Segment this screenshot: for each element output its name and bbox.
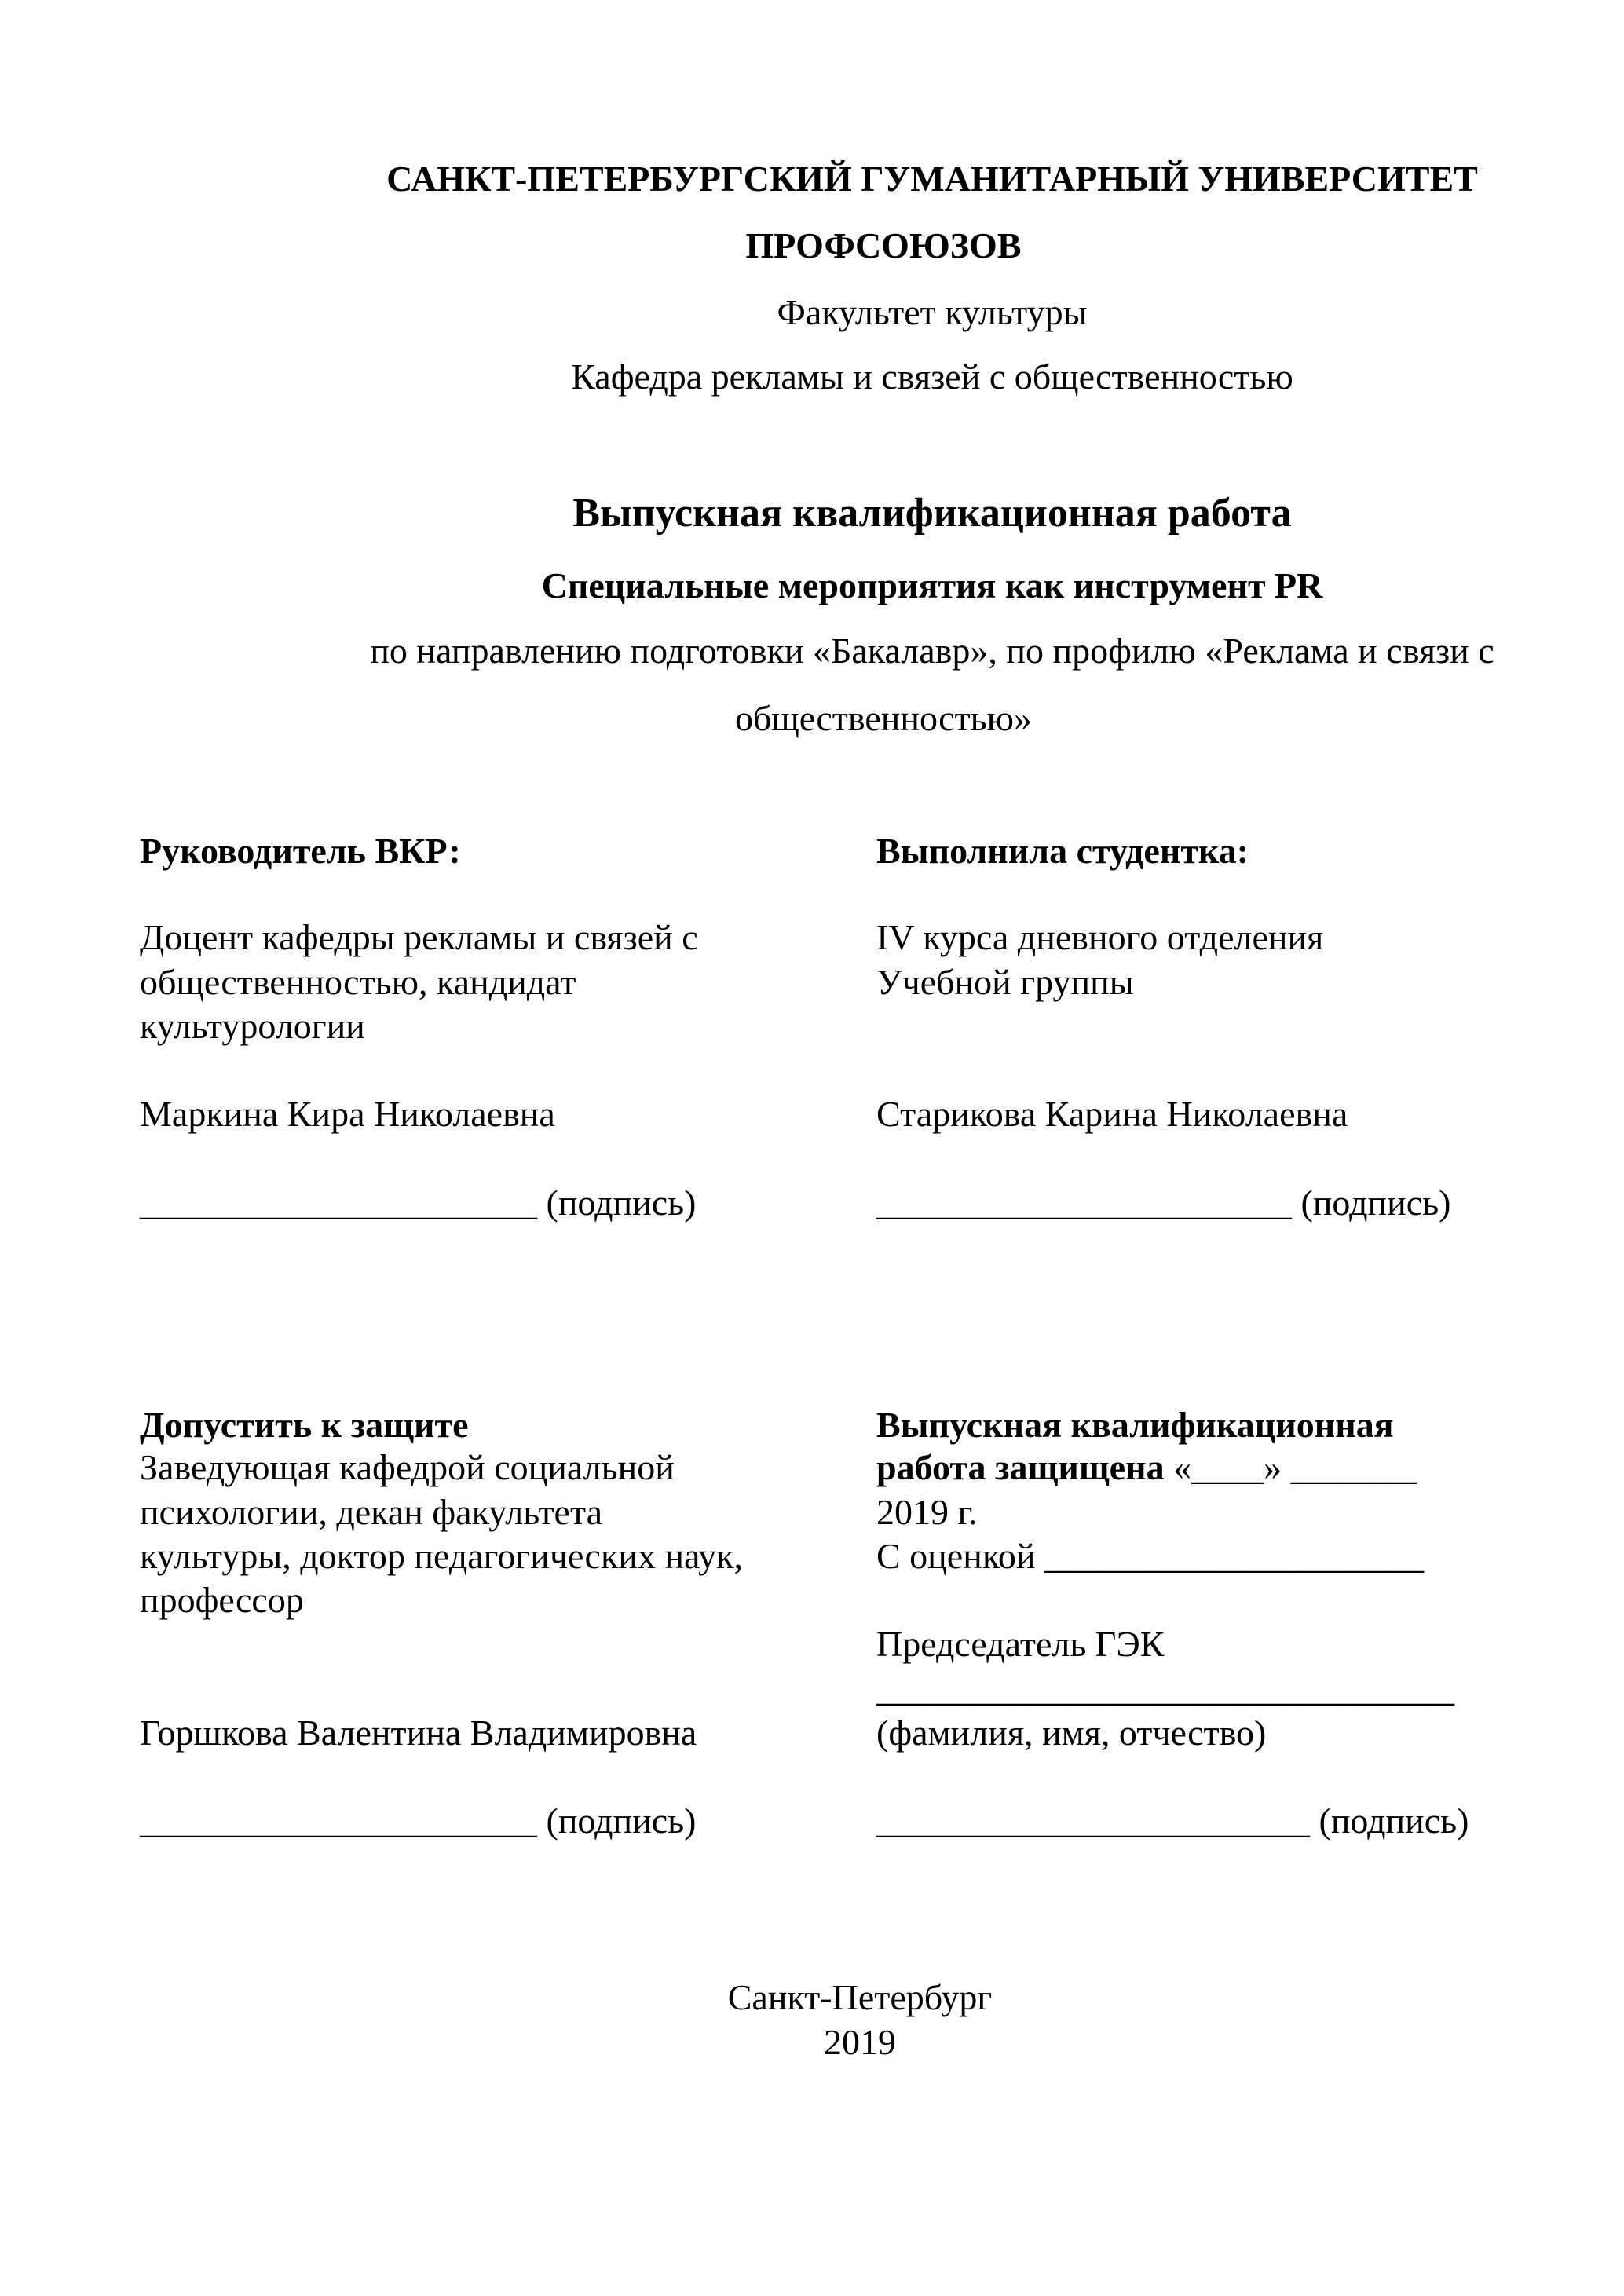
student-name: Старикова Карина Николаевна — [876, 1094, 1348, 1134]
chairman-hint: (фамилия, имя, отчество) — [876, 1713, 1267, 1753]
supervisor-heading: Руководитель ВКР: — [140, 831, 461, 871]
footer-year: 2019 — [824, 2022, 896, 2062]
chairman-blank: ________________________________ — [876, 1669, 1454, 1709]
defense-grade: С оценкой _____________________ — [876, 1536, 1424, 1576]
admission-position: культуры, доктор педагогических наук, — [140, 1536, 743, 1576]
admission-position: профессор — [140, 1580, 304, 1620]
department: Кафедра рекламы и связей с общественностью — [571, 356, 1293, 397]
work-title: Специальные мероприятия как инструмент PR — [541, 565, 1323, 605]
university-name-line1: САНКТ-ПЕТЕРБУРГСКИЙ ГУМАНИТАРНЫЙ УНИВЕРСИТЕТ — [386, 159, 1478, 199]
footer-city: Санкт-Петербург — [727, 1977, 993, 2017]
admission-position: Заведующая кафедрой социальной — [140, 1447, 675, 1487]
work-type: Выпускная квалификационная работа — [572, 491, 1292, 536]
defense-heading-line2 — [876, 1446, 1417, 1490]
student-info: Учебной группы — [876, 962, 1134, 1002]
supervisor-name: Маркина Кира Николаевна — [140, 1094, 555, 1134]
supervisor-position: общественностью, кандидат — [140, 962, 576, 1002]
student-signature: _______________________ (подпись) — [876, 1183, 1451, 1223]
defense-year: 2019 г. — [876, 1492, 978, 1532]
direction-line2: общественностью» — [734, 698, 1033, 738]
supervisor-position: Доцент кафедры рекламы и связей с — [140, 917, 698, 957]
direction-line1: по направлению подготовки «Бакалавр», по профилю «Реклама и связи с — [370, 631, 1494, 671]
admission-heading: Допустить к защите — [140, 1405, 469, 1445]
chairman-label: Председатель ГЭК — [876, 1624, 1165, 1664]
student-info: IV курса дневного отделения — [876, 917, 1324, 957]
defense-signature: ________________________ (подпись) — [876, 1801, 1469, 1841]
faculty: Факультет культуры — [777, 292, 1088, 332]
admission-signature: ______________________ (подпись) — [140, 1801, 697, 1841]
admission-name: Горшкова Валентина Владимировна — [140, 1713, 697, 1753]
supervisor-position: культурологии — [140, 1006, 365, 1046]
student-heading: Выполнила студентка: — [876, 831, 1249, 871]
supervisor-signature: ______________________ (подпись) — [140, 1183, 697, 1223]
defense-heading-protected: работа защищена — [876, 1447, 1165, 1487]
admission-position: психологии, декан факультета — [140, 1492, 603, 1532]
university-name-line2: ПРОФСОЮЗОВ — [745, 225, 1022, 265]
defense-date-blank: «____» _______ — [1164, 1447, 1417, 1487]
defense-heading: Выпускная квалификационная — [876, 1405, 1394, 1445]
